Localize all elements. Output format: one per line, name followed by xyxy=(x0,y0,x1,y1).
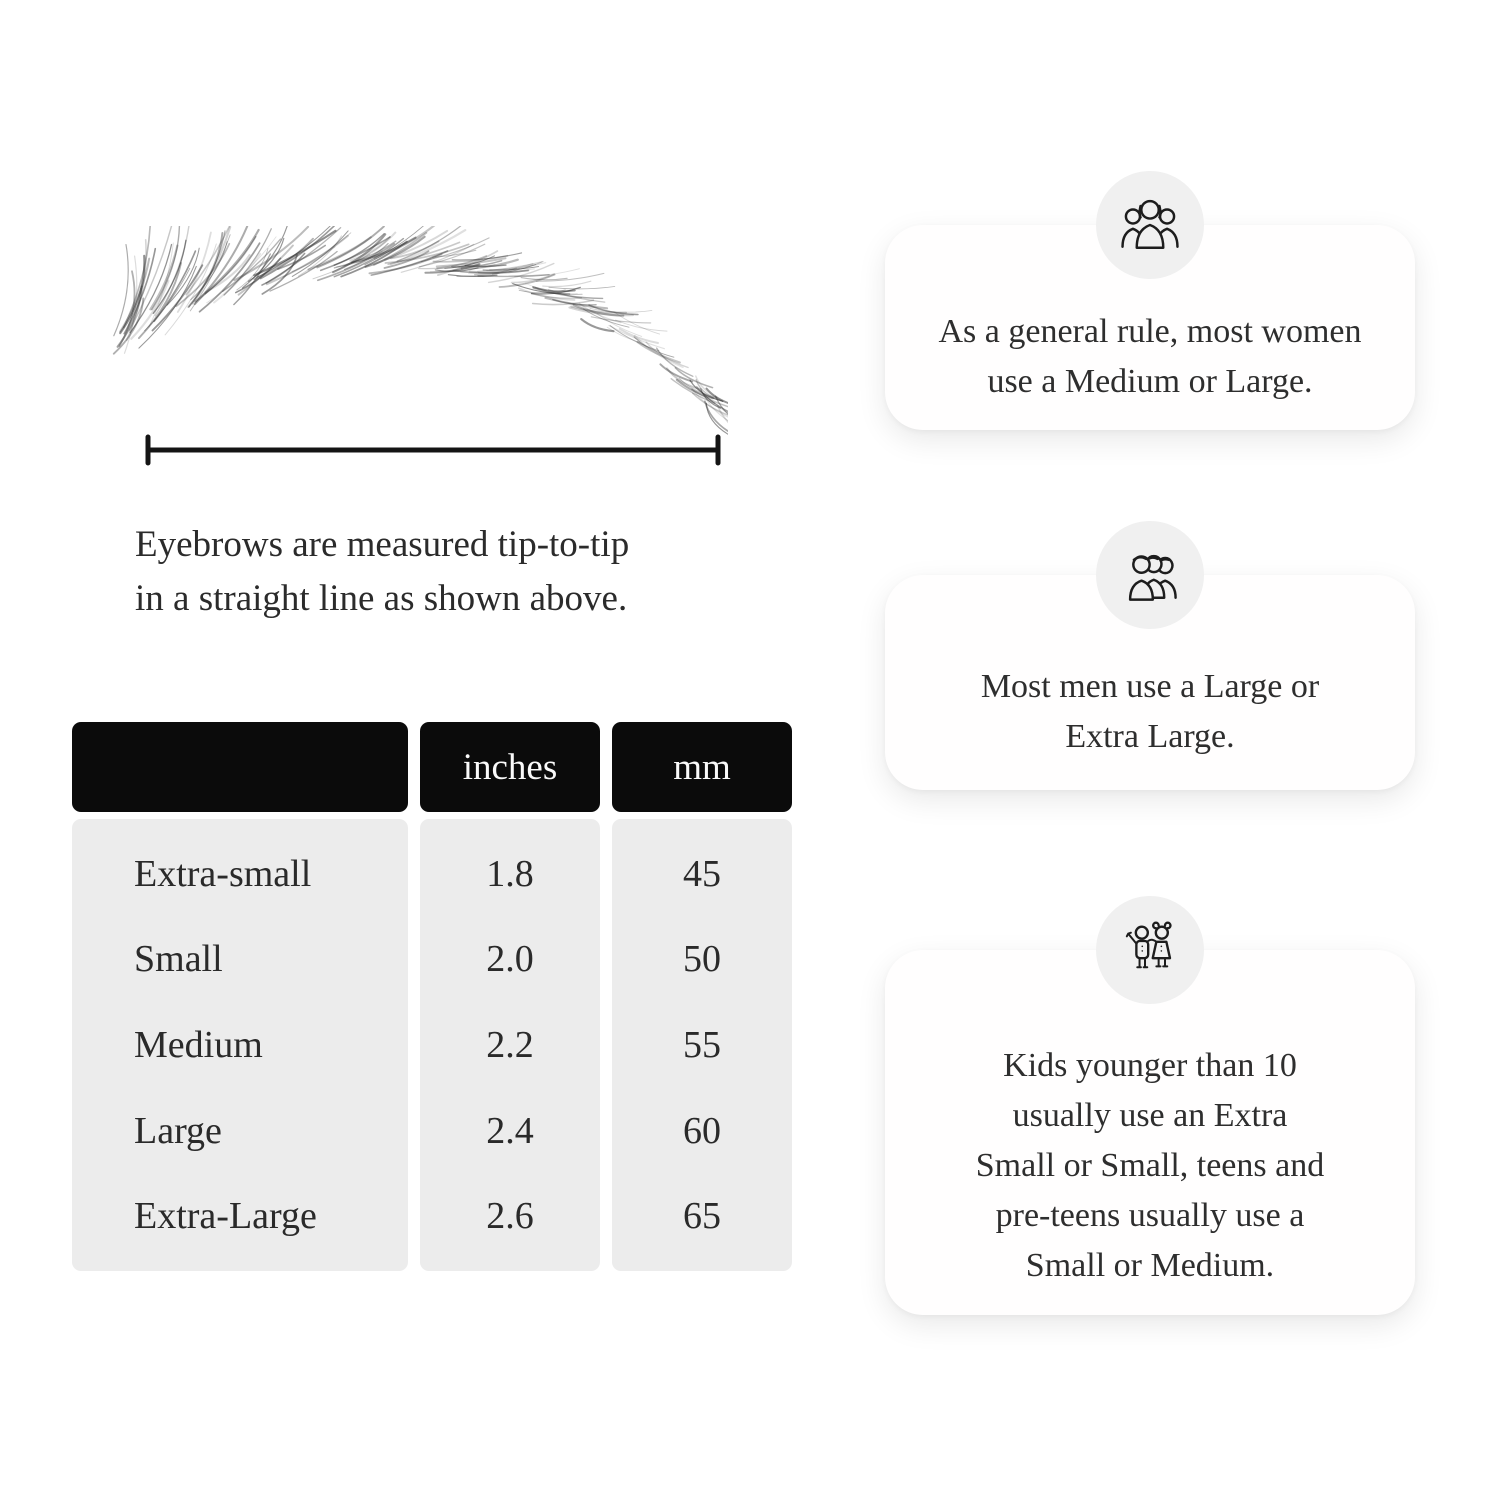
icon-circle xyxy=(1096,896,1204,1004)
mm-value: 50 xyxy=(683,938,721,981)
size-label: Medium xyxy=(134,1023,263,1066)
women-group-icon xyxy=(1114,194,1186,256)
measurement-line xyxy=(140,430,730,470)
mm-value: 65 xyxy=(683,1195,721,1238)
table-column-inches xyxy=(420,722,600,1271)
icon-circle xyxy=(1096,171,1204,279)
table-header-blank xyxy=(72,722,408,812)
tip-card-kids xyxy=(885,950,1415,1315)
size-label: Extra-small xyxy=(134,852,312,895)
tip-text-line: Extra Large. xyxy=(1065,717,1235,755)
caption-line: Eyebrows are measured tip-to-tip xyxy=(135,524,630,565)
size-label: Small xyxy=(134,938,223,981)
inches-value: 2.2 xyxy=(486,1023,534,1066)
tip-text-line: As a general rule, most women xyxy=(938,312,1362,350)
kids-icon xyxy=(1117,920,1183,980)
size-label: Large xyxy=(134,1109,222,1152)
tip-text-line: use a Medium or Large. xyxy=(987,362,1313,400)
men-group-icon xyxy=(1114,544,1186,606)
icon-circle xyxy=(1096,521,1204,629)
inches-value: 2.0 xyxy=(486,938,534,981)
tip-text-line: Kids younger than 10 xyxy=(1003,1046,1297,1084)
tip-text xyxy=(976,1041,1324,1291)
tip-text-line: Small or Small, teens and xyxy=(975,1146,1325,1184)
inches-value: 1.8 xyxy=(486,852,534,895)
size-label: Extra-Large xyxy=(134,1195,317,1238)
table-header-mm: mm xyxy=(612,722,792,812)
mm-value: 55 xyxy=(683,1023,721,1066)
mm-value: 45 xyxy=(683,852,721,895)
caption-line: in a straight line as shown above. xyxy=(135,578,628,619)
table-column-sizes xyxy=(72,722,408,1271)
table-column-mm xyxy=(612,722,792,1271)
tip-card-women xyxy=(885,225,1415,430)
eyebrow-illustration xyxy=(108,226,728,436)
table-header-inches: inches xyxy=(420,722,600,812)
inches-value: 2.4 xyxy=(486,1109,534,1152)
table-body-sizes xyxy=(72,819,408,1271)
table-body-mm xyxy=(612,819,792,1271)
table-body-inches xyxy=(420,819,600,1271)
tip-text-line: Most men use a Large or xyxy=(980,667,1320,705)
tip-text-line: pre-teens usually use a xyxy=(995,1196,1305,1234)
tip-text-line: usually use an Extra xyxy=(1012,1096,1288,1134)
tip-text xyxy=(939,307,1362,407)
mm-value: 60 xyxy=(683,1109,721,1152)
size-chart-table xyxy=(72,722,792,1271)
tip-text xyxy=(981,662,1319,762)
inches-value: 2.6 xyxy=(486,1195,534,1238)
tip-text-line: Small or Medium. xyxy=(1025,1246,1275,1284)
tip-card-men xyxy=(885,575,1415,790)
measurement-caption xyxy=(135,518,775,626)
